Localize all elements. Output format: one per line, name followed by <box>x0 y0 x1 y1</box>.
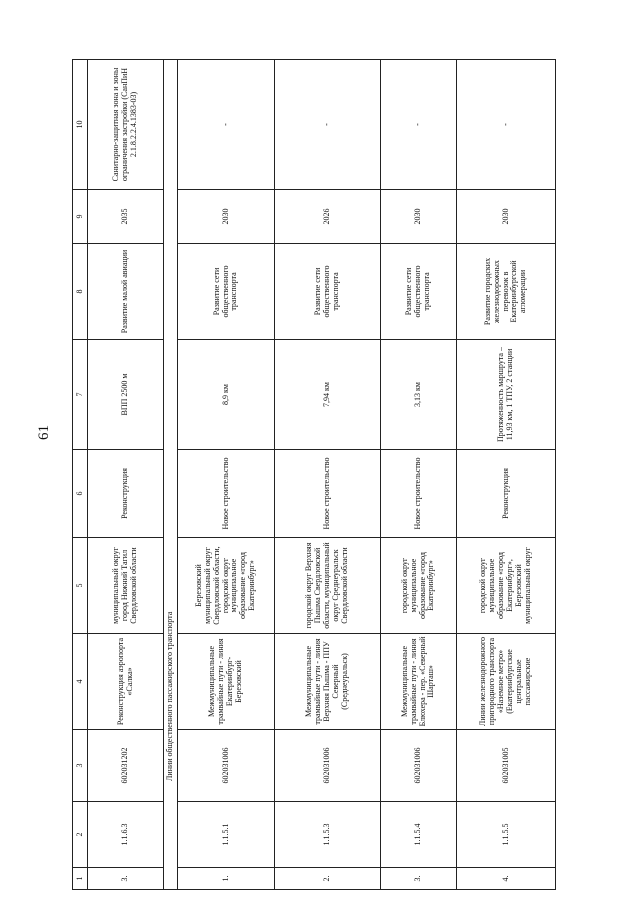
column-number-2: 2 <box>73 802 88 868</box>
table-cell-col-7: 3,13 км <box>381 340 457 450</box>
table-row <box>178 60 275 890</box>
table-cell-col-3: 602031006 <box>381 730 457 802</box>
table-cell-col-8: Развитие сети общественного транспорта <box>275 244 381 340</box>
table-cell-col-6: Новое строительство <box>178 450 275 538</box>
table-cell-col-8: Развитие городских железнодорожных перевозок в Екатеринбургской агломерации <box>457 244 556 340</box>
page-number: 61 <box>36 425 52 440</box>
table-cell-col-10: - <box>275 60 381 190</box>
table-cell-col-1: 3. <box>381 868 457 890</box>
table-row <box>88 60 164 890</box>
table-row <box>457 60 556 890</box>
table-cell-col-6: Реконструкция <box>457 450 556 538</box>
table-row <box>275 60 381 890</box>
table-cell-col-6: Реконструкция <box>88 450 164 538</box>
column-number-10: 10 <box>73 60 88 190</box>
column-number-3: 3 <box>73 730 88 802</box>
table-cell-col-2: 1.1.5.5 <box>457 802 556 868</box>
table-cell-col-5: муниципальный округ город Нижний Тагил Свердловской области <box>88 538 164 634</box>
table-cell-col-9: 2035 <box>88 190 164 244</box>
table-cell-col-5: городской округ муниципальное образование «город Екатеринбург», Березовский муниципальный округ <box>457 538 556 634</box>
table-cell-col-7: Протяженность маршрута – 11,93 км, 1 ТПУ, 2 станции <box>457 340 556 450</box>
column-number-5: 5 <box>73 538 88 634</box>
table-cell-col-7: ВПП 2500 м <box>88 340 164 450</box>
column-number-9: 9 <box>73 190 88 244</box>
table-cell-col-8: Развитие сети общественного транспорта <box>381 244 457 340</box>
table-cell-col-10: - <box>178 60 275 190</box>
column-number-row <box>73 60 88 890</box>
column-number-8: 8 <box>73 244 88 340</box>
rotated-table-wrapper <box>72 60 587 890</box>
table-cell-col-10: - <box>457 60 556 190</box>
column-number-7: 7 <box>73 340 88 450</box>
table-cell-col-3: 602031005 <box>457 730 556 802</box>
table-cell-col-5: городской округ муниципальное образование «город Екатеринбург» <box>381 538 457 634</box>
planning-table <box>72 59 556 890</box>
table-cell-col-1: 2. <box>275 868 381 890</box>
table-cell-col-6: Новое строительство <box>275 450 381 538</box>
table-cell-col-5: Березовский муниципальный округ Свердловской области, городской округ муниципальное образование «город Екатеринбург» <box>178 538 275 634</box>
table-cell-col-7: 7,94 км <box>275 340 381 450</box>
table-cell-col-4: Реконструкция аэропорта «Салка» <box>88 634 164 730</box>
table-cell-col-4: Линии железнодорожного пригородного транспорта «Наземное метро» (Екатеринбургские центральные пассажирские <box>457 634 556 730</box>
table-cell-col-6: Новое строительство <box>381 450 457 538</box>
table-cell-col-7: 8,9 км <box>178 340 275 450</box>
table-cell-col-1: 1. <box>178 868 275 890</box>
table-cell-col-9: 2030 <box>457 190 556 244</box>
table-cell-col-2: 1.1.6.3 <box>88 802 164 868</box>
table-cell-col-9: 2030 <box>178 190 275 244</box>
table-cell-col-10: Санитарно-защитная зона и зоны ограничения застройки (СанПиН 2.1.8.2.2.4.1383-03) <box>88 60 164 190</box>
table-cell-col-1: 3. <box>88 868 164 890</box>
table-cell-col-2: 1.1.5.3 <box>275 802 381 868</box>
table-cell-col-4: Межмуниципальные трамвайные пути - линия Блюхера - пер. «Северный Шарташ» <box>381 634 457 730</box>
table-cell-col-3: 602031202 <box>88 730 164 802</box>
table-cell-col-4: Межмуниципальные трамвайные пути - линия Верхняя Пышма - ППУ Северный (Среднеуральск) <box>275 634 381 730</box>
table-cell-col-9: 2026 <box>275 190 381 244</box>
section-title-row <box>164 60 178 890</box>
table-cell-col-2: 1.1.5.4 <box>381 802 457 868</box>
table-cell-col-8: Развитие сети общественного транспорта <box>178 244 275 340</box>
table-cell-col-8: Развитие малой авиации <box>88 244 164 340</box>
column-number-1: 1 <box>73 868 88 890</box>
table-cell-col-9: 2030 <box>381 190 457 244</box>
column-number-4: 4 <box>73 634 88 730</box>
table-cell-col-3: 602031006 <box>275 730 381 802</box>
table-cell-col-5: городской округ Верхняя Пышма Свердловской области, муниципальный округ Среднеуральск Свердловской области <box>275 538 381 634</box>
table-cell-col-2: 1.1.5.1 <box>178 802 275 868</box>
table-cell-col-10: - <box>381 60 457 190</box>
column-number-6: 6 <box>73 450 88 538</box>
table-row <box>381 60 457 890</box>
table-cell-col-4: Межмуниципальные трамвайные пути - линия Екатеринбург-Березовский <box>178 634 275 730</box>
table-cell-col-3: 602031006 <box>178 730 275 802</box>
table-cell-col-1: 4. <box>457 868 556 890</box>
section-title: Линии общественного пассажирского транспорта <box>164 60 178 890</box>
